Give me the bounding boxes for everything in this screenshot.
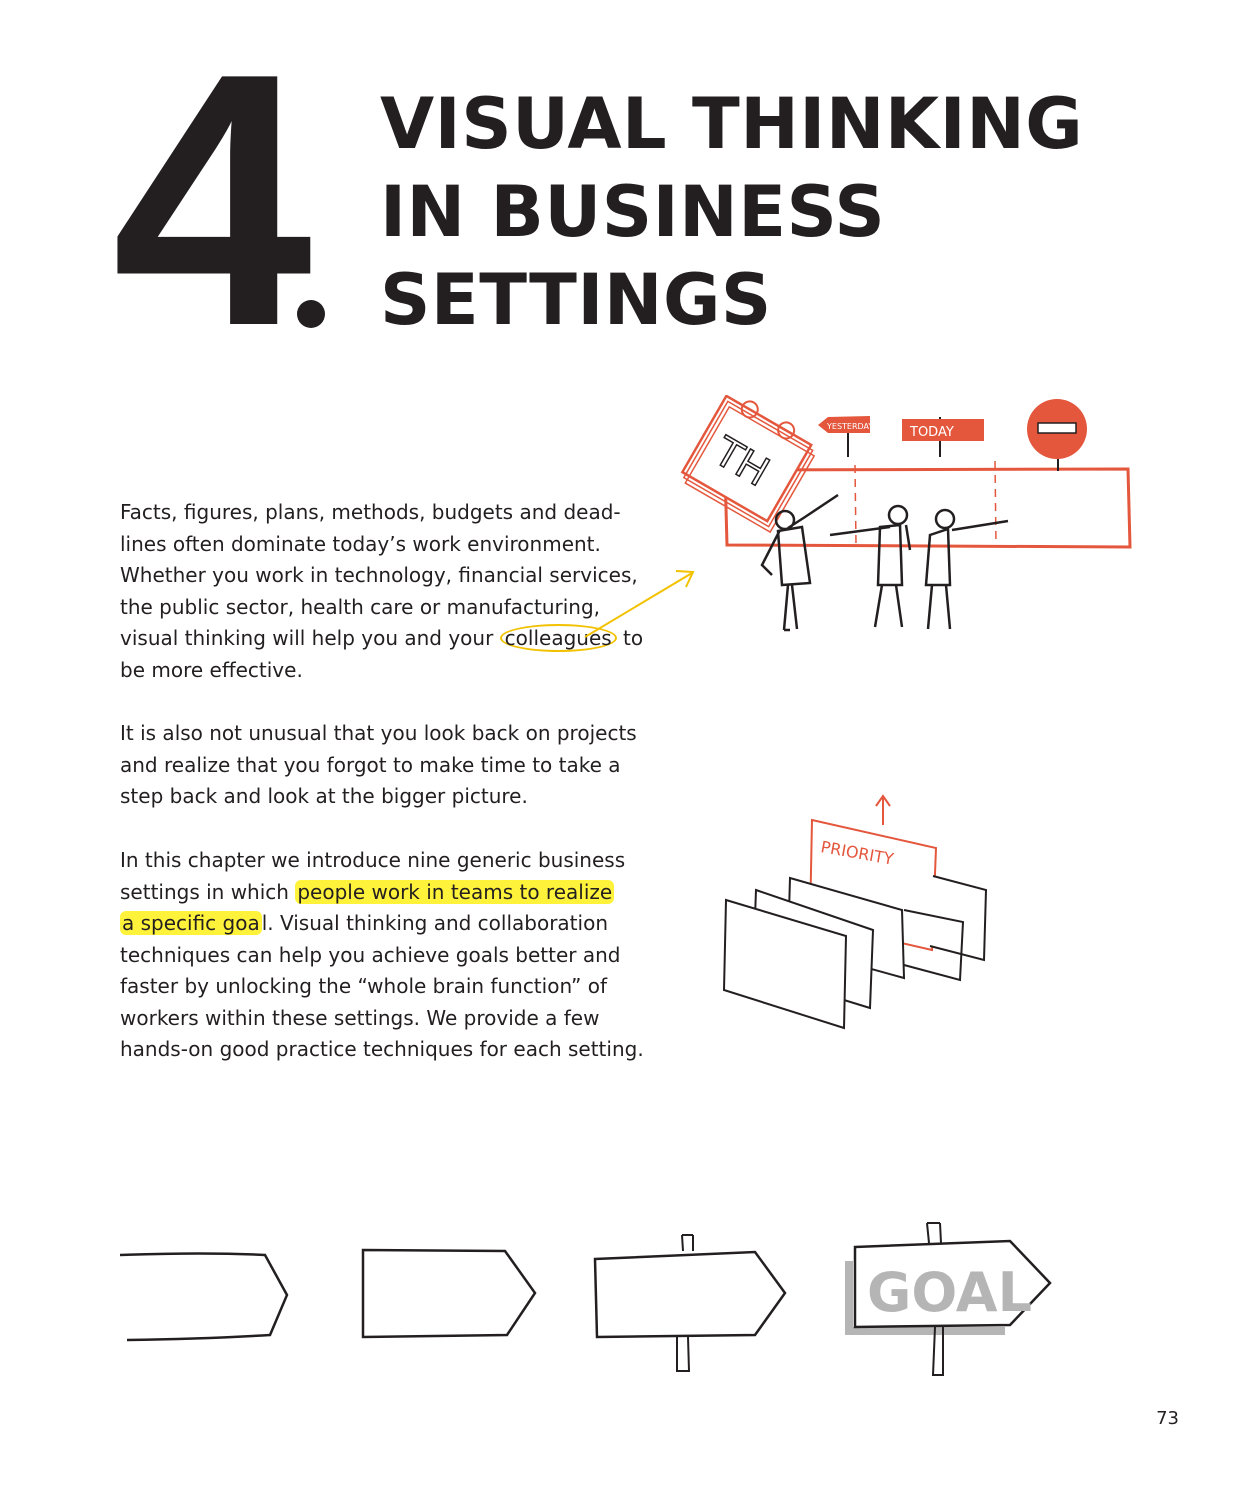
chapter-overview-paragraph xyxy=(120,845,644,1066)
page-number: 73 xyxy=(1156,1408,1179,1429)
intro-line-5-start: visual thinking will help you and your xyxy=(120,626,500,650)
highlight-teams: people work in teams to realize xyxy=(297,879,613,904)
priority-cards-illustration xyxy=(718,790,998,1035)
overview-line-2 xyxy=(120,877,640,909)
intro-line-1: Facts, figures, plans, methods, budgets and dead- xyxy=(120,500,621,524)
reflection-line-2: and realize that you forgot to make time to take a xyxy=(120,752,621,777)
reflection-line-1: It is also not unusual that you look back on projects xyxy=(120,721,637,745)
person-icon xyxy=(762,495,838,630)
calendar-label: TH xyxy=(706,428,777,496)
chapter-number-dot xyxy=(297,300,325,328)
intro-line-4: the public sector, health care or manufacturing, xyxy=(120,594,601,619)
overview-line-7: hands-on good practice techniques for each setting. xyxy=(120,1037,644,1061)
overview-line-6: workers within these settings. We provide a few xyxy=(120,1005,600,1030)
intro-line-6: be more effective. xyxy=(120,657,303,682)
reflection-line-3: step back and look at the bigger picture. xyxy=(120,784,528,808)
intro-line-5 xyxy=(120,623,644,655)
arrow-sign-icon xyxy=(363,1250,535,1337)
calendar-icon xyxy=(680,395,822,532)
overview-line-5: faster by unlocking the “whole brain function” of xyxy=(120,974,608,998)
arrow-signs-illustration xyxy=(115,1215,1060,1385)
priority-label: PRIORITY xyxy=(819,837,895,869)
person-icon xyxy=(830,506,910,627)
reflection-paragraph xyxy=(120,718,640,813)
chapter-title-line-1: VISUAL THINKING xyxy=(380,83,1084,165)
highlight-goal: a specific goa xyxy=(122,911,260,935)
intro-paragraph xyxy=(120,497,644,686)
overview-line-4: techniques can help you achieve goals better and xyxy=(120,942,621,967)
chapter-number: 4 xyxy=(112,0,293,401)
arrow-sign-icon xyxy=(120,1254,287,1341)
chapter-title-line-3: SETTINGS xyxy=(380,259,772,341)
timeline-people-illustration xyxy=(680,395,1140,640)
circled-word-colleagues: colleagues xyxy=(500,624,617,652)
today-sign-label: TODAY xyxy=(910,425,954,440)
intro-line-2: lines often dominate today’s work environment. xyxy=(120,531,601,556)
overview-line-2-start: settings in which xyxy=(120,879,296,904)
overview-line-3 xyxy=(120,908,640,940)
chapter-title xyxy=(380,80,1083,344)
yesterday-sign-label: YESTERDAY xyxy=(827,422,874,431)
overview-line-1: In this chapter we introduce nine generic business xyxy=(120,848,626,872)
goal-label: GOAL xyxy=(867,1261,1032,1324)
person-icon xyxy=(926,510,1008,629)
arrow-sign-icon xyxy=(595,1252,785,1337)
chapter-title-line-2: IN BUSINESS xyxy=(380,171,886,253)
intro-line-5-end: to xyxy=(616,626,644,650)
intro-line-3: Whether you work in technology, financial services, xyxy=(120,563,638,587)
overview-line-3-end: l. Visual thinking and collaboration xyxy=(261,911,608,935)
